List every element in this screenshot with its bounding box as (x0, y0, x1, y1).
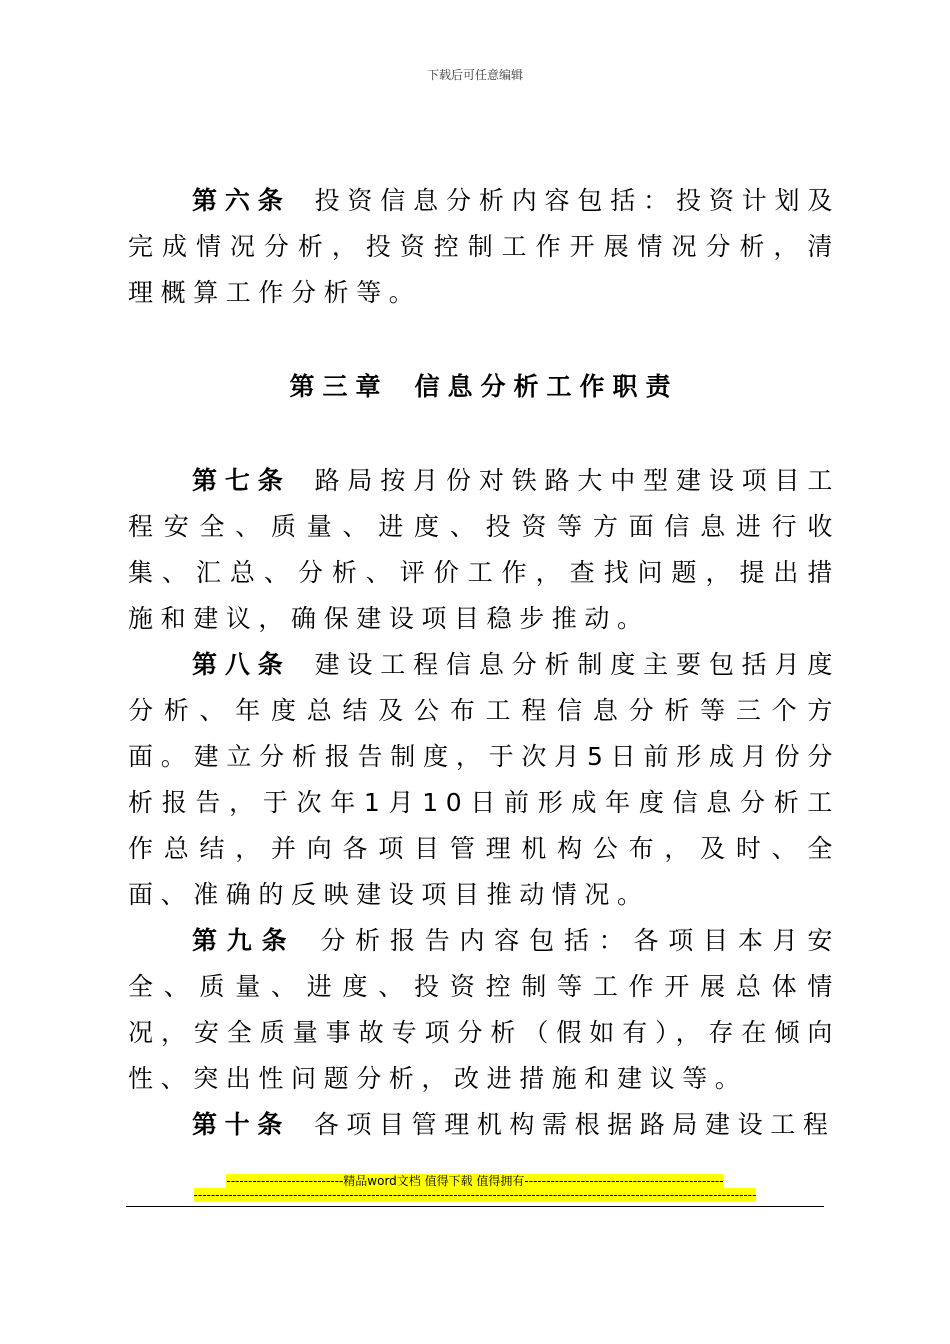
article-9 (128, 918, 840, 1102)
footer-rule (126, 1206, 824, 1207)
article-8-label: 第八条 (192, 650, 291, 679)
article-7-text: 路局按月份对铁路大中型建设项目工程安全、质量、进度、投资等方面信息进行收集、汇总、分析、评价工作，查找问题，提出措施和建议，确保建设项目稳步推动。 (128, 466, 840, 633)
chapter-title: 信息分析工作职责 (414, 372, 679, 401)
footer-banner-text-1: ---------------------------精品word文档 值得下载 值得拥有---------------------------------------------- (226, 1174, 724, 1188)
spacer (128, 316, 840, 364)
article-6-text: 投资信息分析内容包括：投资计划及完成情况分析，投资控制工作开展情况分析，清理概算工作分析等。 (128, 186, 840, 307)
article-10-label: 第十条 (192, 1110, 290, 1139)
article-6-label: 第六条 (192, 186, 291, 215)
article-9-label: 第九条 (192, 926, 297, 955)
article-10-text: 各项目管理机构需根据路局建设工程 (313, 1110, 836, 1139)
footer-banner-text-2: ---------------------------------------------------------------------------------------------------------------------------------- (193, 1188, 757, 1202)
spacer (128, 410, 840, 458)
chapter-label: 第三章 (289, 372, 389, 401)
article-7-label: 第七条 (192, 466, 291, 495)
chapter-heading (128, 364, 840, 410)
footer-banner-line-2 (0, 1188, 950, 1202)
article-10 (128, 1102, 840, 1148)
page-header: 下载后可任意编辑 (426, 68, 523, 82)
article-6 (128, 178, 840, 316)
article-8-text: 建设工程信息分析制度主要包括月度分析、年度总结及公布工程信息分析等三个方面。建立分析报告制度，于次月5日前形成月份分析报告，于次年1月10日前形成年度信息分析工作总结，并向各项目管理机构公布，及时、全面、准确的反映建设项目推动情况。 (128, 650, 840, 909)
article-9-text: 分析报告内容包括：各项目本月安全、质量、进度、投资控制等工作开展总体情况，安全质量事故专项分析（假如有），存在倾向性、突出性问题分析，改进措施和建议等。 (128, 926, 840, 1093)
document-body (128, 178, 840, 1148)
article-7 (128, 458, 840, 642)
footer-banner-line-1 (0, 1174, 950, 1188)
article-8 (128, 642, 840, 918)
